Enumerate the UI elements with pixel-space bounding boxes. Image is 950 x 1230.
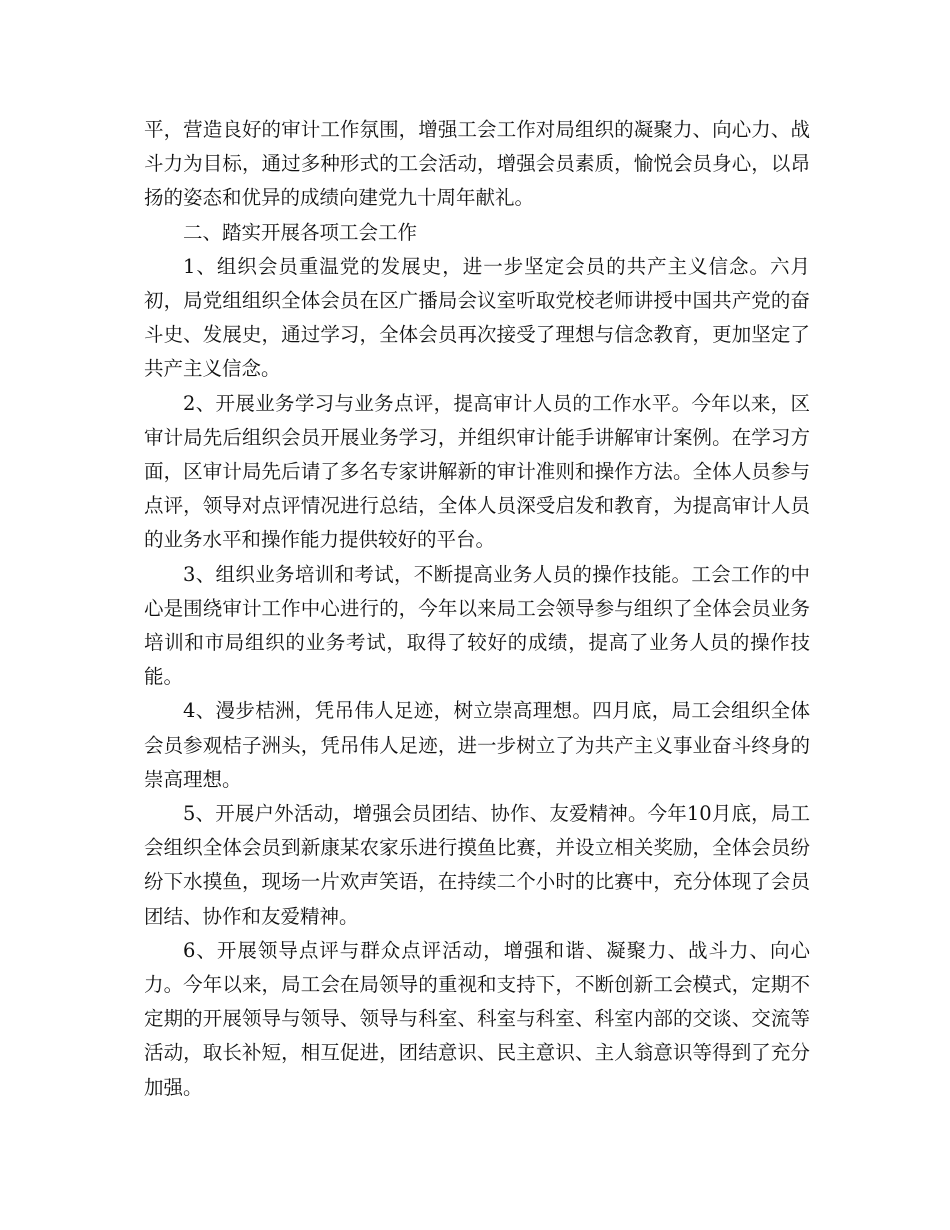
- paragraph-item-1: 1、组织会员重温党的发展史，进一步坚定会员的共产主义信念。六月初，局党组组织全体会员在区广播局会议室听取党校老师讲授中国共产党的奋斗史、发展史，通过学习，全体会员再次接受了理想与信念教育，更加坚定了共产主义信念。: [144, 254, 810, 381]
- paragraph-item-6: 6、开展领导点评与群众点评活动，增强和谐、凝聚力、战斗力、向心力。今年以来，局工会在局领导的重视和支持下，不断创新工会模式，定期不定期的开展领导与领导、领导与科室、科室与科室、科室内部的交谈、交流等活动，取长补短，相互促进，团结意识、民主意识、主人翁意识等得到了充分加强。: [144, 938, 810, 1099]
- paragraph-item-2: 2、开展业务学习与业务点评，提高审计人员的工作水平。今年以来，区审计局先后组织会员开展业务学习，并组织审计能手讲解审计案例。在学习方面，区审计局先后请了多名专家讲解新的审计准则和操作方法。全体人员参与点评，领导对点评情况进行总结，全体人员深受启发和教育，为提高审计人员的业务水平和操作能力提供较好的平台。: [144, 391, 810, 552]
- paragraph-item-3: 3、组织业务培训和考试，不断提高业务人员的操作技能。工会工作的中心是围绕审计工作中心进行的，今年以来局工会领导参与组织了全体会员业务培训和市局组织的业务考试，取得了较好的成绩，提高了业务人员的操作技能。: [144, 562, 810, 689]
- paragraph-item-5: 5、开展户外活动，增强会员团结、协作、友爱精神。今年10月底，局工会组织全体会员到新康某农家乐进行摸鱼比赛，并设立相关奖励，全体会员纷纷下水摸鱼，现场一片欢声笑语，在持续二个小时的比赛中，充分体现了会员团结、协作和友爱精神。: [144, 802, 810, 928]
- section-heading: 二、踏实开展各项工会工作: [183, 220, 418, 244]
- paragraph-item-4: 4、漫步桔洲，凭吊伟人足迹，树立崇高理想。四月底，局工会组织全体会员参观桔子洲头，凭吊伟人足迹，进一步树立了为共产主义事业奋斗终身的崇高理想。: [144, 699, 810, 791]
- paragraph-continuation: 平，营造良好的审计工作氛围，增强工会工作对局组织的凝聚力、向心力、战斗力为目标，通过多种形式的工会活动，增强会员素质，愉悦会员身心，以昂扬的姿态和优异的成绩向建党九十周年献礼。: [144, 118, 810, 210]
